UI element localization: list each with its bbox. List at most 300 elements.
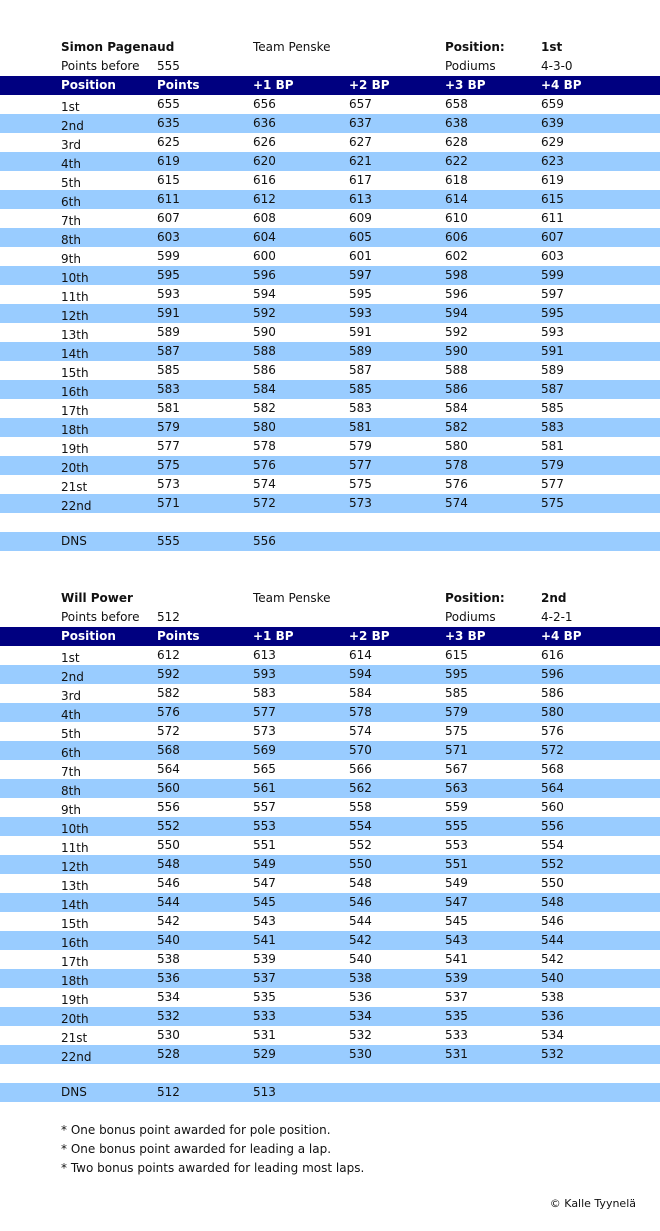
column-header: +3 BP <box>445 629 486 643</box>
points-cell: 607 <box>541 230 564 244</box>
table-row <box>0 190 660 209</box>
points-cell: 573 <box>157 477 180 491</box>
points-cell: 534 <box>157 990 180 1004</box>
table-row <box>0 684 660 703</box>
points-cell: 548 <box>157 857 180 871</box>
points-cell: 573 <box>253 724 276 738</box>
points-cell: 553 <box>445 838 468 852</box>
finish-position: 5th <box>61 176 81 190</box>
column-header: Position <box>61 629 116 643</box>
points-cell: 620 <box>253 154 276 168</box>
points-cell: 541 <box>445 952 468 966</box>
copyright-credit: © Kalle Tyynelä <box>549 1197 636 1210</box>
points-cell: 589 <box>157 325 180 339</box>
points-cell: 556 <box>157 800 180 814</box>
finish-position: 14th <box>61 347 89 361</box>
column-header: +2 BP <box>349 78 390 92</box>
points-cell: 540 <box>349 952 372 966</box>
points-cell: 560 <box>541 800 564 814</box>
points-cell: 546 <box>157 876 180 890</box>
points-cell: 529 <box>253 1047 276 1061</box>
finish-position: 17th <box>61 404 89 418</box>
finish-position: 11th <box>61 841 89 855</box>
points-cell: 568 <box>157 743 180 757</box>
points-cell: 597 <box>541 287 564 301</box>
points-cell: 615 <box>445 648 468 662</box>
finish-position: 16th <box>61 385 89 399</box>
points-cell: 611 <box>541 211 564 225</box>
points-cell: 567 <box>445 762 468 776</box>
points-cell: 621 <box>349 154 372 168</box>
finish-position: 13th <box>61 879 89 893</box>
finish-position: 22nd <box>61 499 92 513</box>
finish-position: 2nd <box>61 119 84 133</box>
points-cell: 635 <box>157 116 180 130</box>
points-cell: 607 <box>157 211 180 225</box>
points-before-value: 512 <box>157 610 180 624</box>
table-row <box>0 646 660 665</box>
column-header: Position <box>61 78 116 92</box>
points-cell: 586 <box>541 686 564 700</box>
table-row <box>0 931 660 950</box>
points-cell: 655 <box>157 97 180 111</box>
points-cell: 572 <box>253 496 276 510</box>
points-cell: 623 <box>541 154 564 168</box>
points-cell: 585 <box>445 686 468 700</box>
finish-position: 10th <box>61 271 89 285</box>
podiums-value: 4-3-0 <box>541 59 573 73</box>
points-cell: 636 <box>253 116 276 130</box>
finish-position: 4th <box>61 157 81 171</box>
points-cell: 579 <box>157 420 180 434</box>
points-cell: 591 <box>157 306 180 320</box>
points-cell: 603 <box>541 249 564 263</box>
points-cell: 613 <box>349 192 372 206</box>
footnote-pole: * One bonus point awarded for pole position. <box>61 1123 331 1137</box>
finish-position: 19th <box>61 993 89 1007</box>
points-cell: 533 <box>253 1009 276 1023</box>
table-row <box>0 969 660 988</box>
points-cell: 536 <box>157 971 180 985</box>
points-cell: 549 <box>253 857 276 871</box>
table-row <box>0 874 660 893</box>
footnotes <box>61 1121 364 1178</box>
points-cell: 552 <box>541 857 564 871</box>
points-cell: 603 <box>157 230 180 244</box>
points-cell: 612 <box>157 648 180 662</box>
points-cell: 582 <box>253 401 276 415</box>
points-cell: 576 <box>253 458 276 472</box>
finish-position: 13th <box>61 328 89 342</box>
points-cell: 575 <box>157 458 180 472</box>
table-row <box>0 855 660 874</box>
points-cell: 551 <box>445 857 468 871</box>
points-cell: 534 <box>541 1028 564 1042</box>
points-cell: 544 <box>541 933 564 947</box>
points-cell: 592 <box>157 667 180 681</box>
driver-info-row <box>0 589 660 608</box>
finish-position: 8th <box>61 784 81 798</box>
finish-position: 20th <box>61 461 89 475</box>
points-cell: 574 <box>253 477 276 491</box>
points-cell: 593 <box>157 287 180 301</box>
points-cell: 609 <box>349 211 372 225</box>
championship-position: 1st <box>541 40 563 54</box>
footnote-lap: * One bonus point awarded for leading a lap. <box>61 1142 332 1156</box>
points-cell: 550 <box>157 838 180 852</box>
points-cell: 587 <box>157 344 180 358</box>
points-cell: 549 <box>445 876 468 890</box>
points-cell: 584 <box>445 401 468 415</box>
finish-position: 15th <box>61 917 89 931</box>
points-cell: 543 <box>253 914 276 928</box>
points-cell: 562 <box>349 781 372 795</box>
points-before-label: Points before <box>61 610 140 624</box>
points-cell: 538 <box>541 990 564 1004</box>
points-cell: 542 <box>541 952 564 966</box>
points-cell: 596 <box>445 287 468 301</box>
table-row <box>0 950 660 969</box>
points-cell: 572 <box>541 743 564 757</box>
points-cell: 594 <box>445 306 468 320</box>
points-cell: 560 <box>157 781 180 795</box>
points-cell: 577 <box>253 705 276 719</box>
table-row <box>0 817 660 836</box>
points-cell: 583 <box>253 686 276 700</box>
points-cell: 593 <box>253 667 276 681</box>
points-cell: 548 <box>349 876 372 890</box>
points-cell: 617 <box>349 173 372 187</box>
points-cell: 559 <box>445 800 468 814</box>
points-cell: 582 <box>445 420 468 434</box>
points-cell: 626 <box>253 135 276 149</box>
table-row <box>0 133 660 152</box>
points-cell: 614 <box>349 648 372 662</box>
points-cell: 530 <box>157 1028 180 1042</box>
table-row <box>0 1007 660 1026</box>
points-cell: 587 <box>349 363 372 377</box>
table-row <box>0 114 660 133</box>
table-row <box>0 475 660 494</box>
points-cell: 561 <box>253 781 276 795</box>
points-cell: 580 <box>253 420 276 434</box>
points-cell: 577 <box>349 458 372 472</box>
points-cell: 551 <box>253 838 276 852</box>
points-cell: 592 <box>445 325 468 339</box>
points-cell: 571 <box>157 496 180 510</box>
points-cell: 602 <box>445 249 468 263</box>
points-cell: 595 <box>349 287 372 301</box>
points-cell: 658 <box>445 97 468 111</box>
column-header: +3 BP <box>445 78 486 92</box>
table-row <box>0 228 660 247</box>
points-cell: 601 <box>349 249 372 263</box>
finish-position: 8th <box>61 233 81 247</box>
finish-position: 10th <box>61 822 89 836</box>
team-name: Team Penske <box>253 591 331 605</box>
points-cell: 594 <box>349 667 372 681</box>
points-cell: 531 <box>253 1028 276 1042</box>
finish-position: 11th <box>61 290 89 304</box>
points-cell: 588 <box>445 363 468 377</box>
driver-info-row <box>0 57 660 76</box>
points-cell: 536 <box>349 990 372 1004</box>
points-cell: 591 <box>349 325 372 339</box>
finish-position: 20th <box>61 1012 89 1026</box>
points-cell: 625 <box>157 135 180 149</box>
points-cell: 575 <box>349 477 372 491</box>
points-cell: 573 <box>349 496 372 510</box>
championship-position: 2nd <box>541 591 567 605</box>
points-cell: 564 <box>541 781 564 795</box>
table-row <box>0 912 660 931</box>
points-cell: 539 <box>253 952 276 966</box>
points-cell: 599 <box>157 249 180 263</box>
points-cell: 577 <box>541 477 564 491</box>
points-cell: 628 <box>445 135 468 149</box>
points-cell: 590 <box>253 325 276 339</box>
table-row <box>0 418 660 437</box>
points-cell: 552 <box>157 819 180 833</box>
table-row <box>0 285 660 304</box>
driver-section <box>0 589 660 1102</box>
table-header <box>0 627 660 646</box>
finish-position: 7th <box>61 214 81 228</box>
table-row <box>0 456 660 475</box>
finish-position: 15th <box>61 366 89 380</box>
table-row <box>0 494 660 513</box>
finish-position: 18th <box>61 974 89 988</box>
points-cell: 575 <box>541 496 564 510</box>
points-cell: 612 <box>253 192 276 206</box>
points-cell: 659 <box>541 97 564 111</box>
table-row <box>0 1045 660 1064</box>
finish-position: 16th <box>61 936 89 950</box>
points-cell: 550 <box>349 857 372 871</box>
column-header: Points <box>157 78 200 92</box>
points-cell: 638 <box>445 116 468 130</box>
points-cell: 599 <box>541 268 564 282</box>
column-header: +4 BP <box>541 78 582 92</box>
finish-position: 9th <box>61 252 81 266</box>
points-cell: 597 <box>349 268 372 282</box>
points-cell: 531 <box>445 1047 468 1061</box>
table-row <box>0 342 660 361</box>
table-row <box>0 304 660 323</box>
points-cell: 535 <box>253 990 276 1004</box>
points-cell: 555 <box>157 534 180 548</box>
points-cell: 544 <box>157 895 180 909</box>
points-cell: 530 <box>349 1047 372 1061</box>
dns-row <box>0 1083 660 1102</box>
points-cell: 587 <box>541 382 564 396</box>
points-cell: 541 <box>253 933 276 947</box>
points-cell: 637 <box>349 116 372 130</box>
points-cell: 534 <box>349 1009 372 1023</box>
points-cell: 576 <box>157 705 180 719</box>
points-cell: 614 <box>445 192 468 206</box>
points-cell: 558 <box>349 800 372 814</box>
table-row <box>0 988 660 1007</box>
points-cell: 554 <box>349 819 372 833</box>
team-name: Team Penske <box>253 40 331 54</box>
driver-name: Simon Pagenaud <box>61 40 175 54</box>
points-cell: 586 <box>253 363 276 377</box>
table-row <box>0 893 660 912</box>
points-cell: 564 <box>157 762 180 776</box>
column-header: +2 BP <box>349 629 390 643</box>
table-row <box>0 266 660 285</box>
points-cell: 553 <box>253 819 276 833</box>
points-cell: 538 <box>157 952 180 966</box>
table-row <box>0 361 660 380</box>
finish-position: 12th <box>61 309 89 323</box>
points-cell: 532 <box>157 1009 180 1023</box>
points-cell: 552 <box>349 838 372 852</box>
table-row <box>0 741 660 760</box>
points-cell: 657 <box>349 97 372 111</box>
table-row <box>0 1026 660 1045</box>
points-cell: 616 <box>541 648 564 662</box>
points-cell: 578 <box>349 705 372 719</box>
finish-position: 3rd <box>61 689 81 703</box>
finish-position: 19th <box>61 442 89 456</box>
points-cell: 545 <box>445 914 468 928</box>
spacer-row <box>0 1064 660 1083</box>
points-cell: 608 <box>253 211 276 225</box>
points-cell: 579 <box>445 705 468 719</box>
dns-label: DNS <box>61 1085 87 1099</box>
points-cell: 537 <box>445 990 468 1004</box>
table-row <box>0 703 660 722</box>
table-row <box>0 209 660 228</box>
points-cell: 591 <box>541 344 564 358</box>
points-cell: 585 <box>541 401 564 415</box>
points-before-label: Points before <box>61 59 140 73</box>
table-row <box>0 779 660 798</box>
finish-position: 21st <box>61 1031 88 1045</box>
points-cell: 546 <box>349 895 372 909</box>
points-cell: 595 <box>445 667 468 681</box>
column-header: +1 BP <box>253 78 294 92</box>
points-cell: 622 <box>445 154 468 168</box>
points-cell: 577 <box>157 439 180 453</box>
column-header: Points <box>157 629 200 643</box>
points-cell: 557 <box>253 800 276 814</box>
points-cell: 512 <box>157 1085 180 1099</box>
points-cell: 583 <box>157 382 180 396</box>
table-row <box>0 323 660 342</box>
points-cell: 537 <box>253 971 276 985</box>
finish-position: 9th <box>61 803 81 817</box>
table-row <box>0 152 660 171</box>
points-cell: 583 <box>349 401 372 415</box>
points-cell: 575 <box>445 724 468 738</box>
points-cell: 592 <box>253 306 276 320</box>
table-header <box>0 76 660 95</box>
table-row <box>0 798 660 817</box>
points-cell: 586 <box>445 382 468 396</box>
points-cell: 580 <box>541 705 564 719</box>
points-cell: 595 <box>157 268 180 282</box>
points-cell: 543 <box>445 933 468 947</box>
points-cell: 540 <box>157 933 180 947</box>
points-cell: 595 <box>541 306 564 320</box>
table-row <box>0 95 660 114</box>
points-cell: 588 <box>253 344 276 358</box>
position-label: Position: <box>445 591 505 605</box>
points-cell: 547 <box>445 895 468 909</box>
finish-position: 6th <box>61 746 81 760</box>
points-cell: 604 <box>253 230 276 244</box>
points-cell: 576 <box>541 724 564 738</box>
dns-row <box>0 532 660 551</box>
points-cell: 578 <box>445 458 468 472</box>
points-cell: 627 <box>349 135 372 149</box>
driver-name: Will Power <box>61 591 133 605</box>
points-cell: 579 <box>349 439 372 453</box>
points-cell: 618 <box>445 173 468 187</box>
points-cell: 568 <box>541 762 564 776</box>
finish-position: 5th <box>61 727 81 741</box>
points-cell: 598 <box>445 268 468 282</box>
finish-position: 6th <box>61 195 81 209</box>
points-cell: 539 <box>445 971 468 985</box>
table-row <box>0 171 660 190</box>
points-cell: 571 <box>445 743 468 757</box>
finish-position: 7th <box>61 765 81 779</box>
points-cell: 569 <box>253 743 276 757</box>
points-cell: 563 <box>445 781 468 795</box>
finish-position: 12th <box>61 860 89 874</box>
points-cell: 533 <box>445 1028 468 1042</box>
points-cell: 548 <box>541 895 564 909</box>
points-cell: 629 <box>541 135 564 149</box>
driver-info-row <box>0 38 660 57</box>
table-row <box>0 836 660 855</box>
points-before-value: 555 <box>157 59 180 73</box>
points-cell: 513 <box>253 1085 276 1099</box>
points-cell: 542 <box>349 933 372 947</box>
points-cell: 615 <box>541 192 564 206</box>
finish-position: 18th <box>61 423 89 437</box>
points-cell: 528 <box>157 1047 180 1061</box>
table-row <box>0 722 660 741</box>
finish-position: 14th <box>61 898 89 912</box>
points-cell: 538 <box>349 971 372 985</box>
points-cell: 555 <box>445 819 468 833</box>
finish-position: 1st <box>61 100 80 114</box>
points-cell: 610 <box>445 211 468 225</box>
points-cell: 611 <box>157 192 180 206</box>
points-cell: 619 <box>541 173 564 187</box>
points-cell: 550 <box>541 876 564 890</box>
points-cell: 590 <box>445 344 468 358</box>
points-cell: 578 <box>253 439 276 453</box>
points-cell: 594 <box>253 287 276 301</box>
points-cell: 581 <box>157 401 180 415</box>
points-cell: 580 <box>445 439 468 453</box>
points-cell: 639 <box>541 116 564 130</box>
points-cell: 583 <box>541 420 564 434</box>
points-cell: 545 <box>253 895 276 909</box>
points-cell: 585 <box>349 382 372 396</box>
points-cell: 596 <box>541 667 564 681</box>
podiums-label: Podiums <box>445 610 496 624</box>
finish-position: 3rd <box>61 138 81 152</box>
finish-position: 4th <box>61 708 81 722</box>
points-cell: 542 <box>157 914 180 928</box>
